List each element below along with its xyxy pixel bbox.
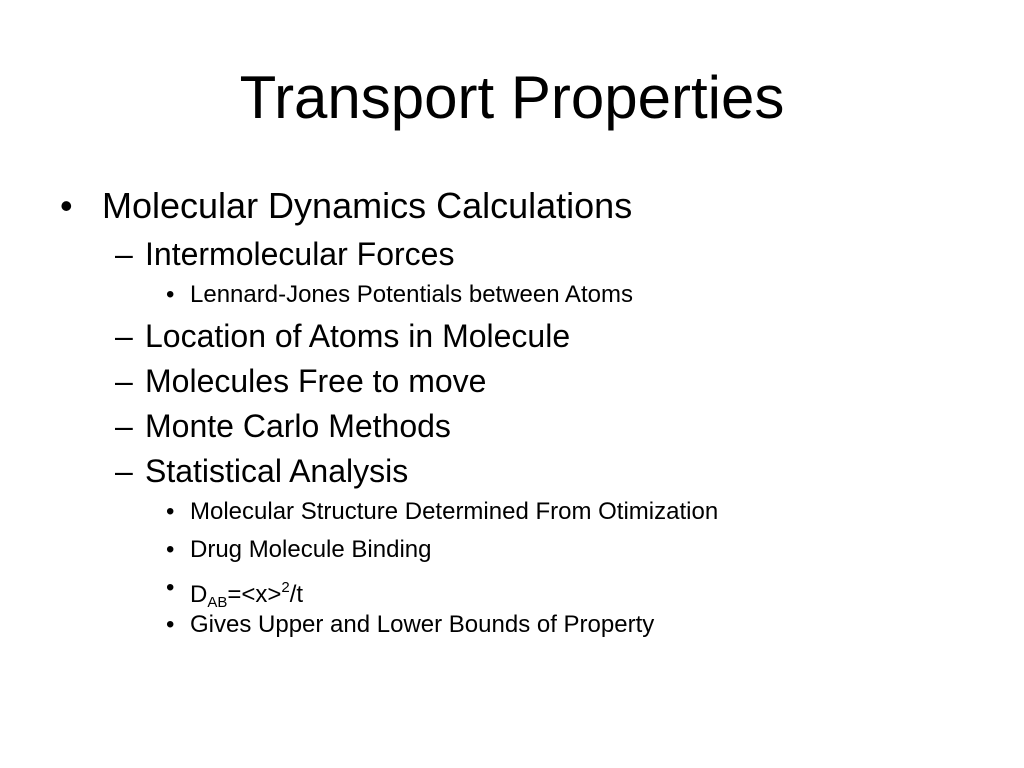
formula-base: D [190,581,208,608]
bullet-dot-icon: • [166,536,175,563]
sub-sub-bullet-text: Drug Molecule Binding [190,536,432,563]
dash-bullet-icon: – [115,318,133,354]
sub-bullet-text: Intermolecular Forces [145,236,455,272]
dash-bullet-icon: – [115,453,133,489]
bullet-dot-icon: • [166,498,175,525]
bullet-dot-icon: • [166,574,175,601]
formula-superscript: 2 [281,579,290,596]
sub-sub-bullet-text: Lennard-Jones Potentials between Atoms [190,281,633,308]
bullet-dot-icon: • [166,281,175,308]
slide-title: Transport Properties [239,64,785,131]
sub-bullet-text: Molecules Free to move [145,363,487,399]
sub-bullet-text: Location of Atoms in Molecule [145,318,571,354]
bullet-dot-icon: • [166,611,175,638]
formula-subscript: AB [207,594,228,611]
dash-bullet-icon: – [115,363,133,399]
sub-bullet-text: Statistical Analysis [145,453,409,489]
sub-bullet-text: Monte Carlo Methods [145,408,451,444]
bullet-dot-icon: • [60,185,73,226]
bullet-text: Molecular Dynamics Calculations [102,185,633,226]
dash-bullet-icon: – [115,408,133,444]
formula-middle: =<x> [227,581,282,608]
dash-bullet-icon: – [115,236,133,272]
sub-sub-bullet-text: Molecular Structure Determined From Otimization [190,498,719,525]
formula-end: /t [289,581,304,608]
sub-sub-bullet-text: Gives Upper and Lower Bounds of Property [190,611,655,638]
